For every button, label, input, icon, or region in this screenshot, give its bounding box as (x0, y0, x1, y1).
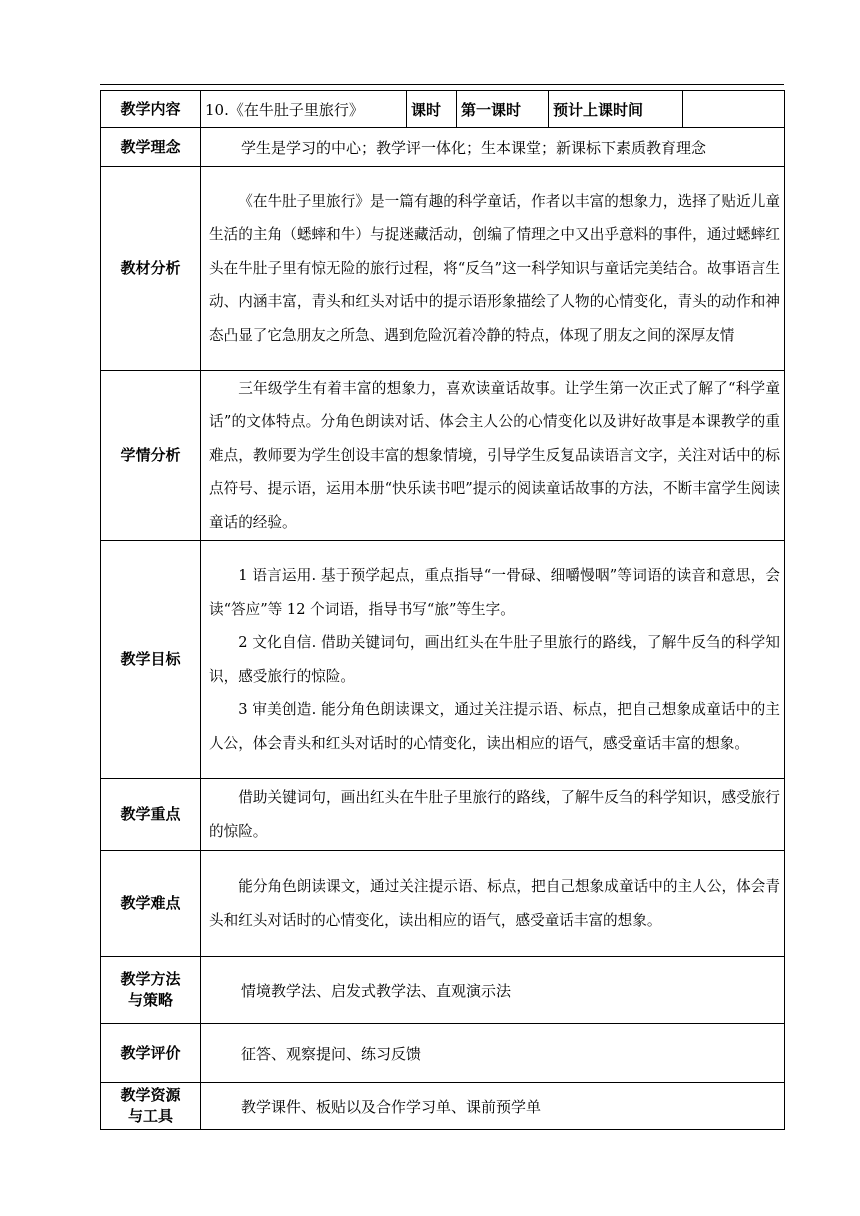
goal-item-1: 1 语言运用. 基于预学起点，重点指导“一骨碌、细嚼慢咽”等词语的读音和意思，会读“答应”等 12 个词语，指导书写“旅”等生字。 (209, 567, 780, 618)
lesson-title: 10.《在牛肚子里旅行》 (201, 91, 407, 128)
students-text: 三年级学生有着丰富的想象力，喜欢读童话故事。让学生第一次正式了解了“科学童话”的文体特点。分角色朗读对话、体会主人公的心情变化以及讲好故事是本课教学的重难点，教师要为学生创设丰富的想象情境，引导学生反复品读语言文字，关注对话中的标点符号、提示语，运用本册“快乐读书吧”提示的阅读童话故事的方法，不断丰富学生阅读童话的经验。 (209, 379, 780, 531)
material-text: 《在牛肚子里旅行》是一篇有趣的科学童话，作者以丰富的想象力，选择了贴近儿童生活的主角（蟋蟀和牛）与捉迷藏活动，创编了情理之中又出乎意料的事件，通过蟋蟀红头在牛肚子里有惊无险的旅行过程，将“反刍”这一科学知识与童话完美结合。故事语言生动、内涵丰富，青头和红头对话中的提示语形象描绘了人物的心情变化，青头的动作和神态凸显了它急朋友之所急、遇到危险沉着冷静的特点，体现了朋友之间的深厚友情 (209, 192, 780, 344)
label-students: 学情分析 (101, 371, 201, 541)
concept-text: 学生是学习的中心；教学评一体化；生本课堂；新课标下素质教育理念 (201, 128, 785, 167)
students-cell (201, 371, 785, 541)
top-rule (100, 84, 784, 85)
label-methods-line1: 教学方法 (120, 970, 181, 988)
label-goals: 教学目标 (101, 541, 201, 779)
label-content: 教学内容 (101, 91, 201, 128)
label-methods (101, 957, 201, 1024)
table-row (101, 1083, 785, 1130)
goal-item-3: 3 审美创造. 能分角色朗读课文，通过关注提示语、标点，把自己想象成童话中的主人公，体会青头和红头对话时的心情变化，读出相应的语气，感受童话丰富的想象。 (209, 701, 780, 752)
table-row (101, 91, 785, 128)
table-row (101, 167, 785, 371)
key-points-cell (201, 779, 785, 851)
label-schedule: 预计上课时间 (549, 91, 683, 128)
material-cell (201, 167, 785, 371)
table-row (101, 957, 785, 1024)
label-period: 课时 (407, 91, 457, 128)
label-resources-line1: 教学资源 (120, 1086, 181, 1104)
goal-item-2: 2 文化自信. 借助关键词句，画出红头在牛肚子里旅行的路线，了解牛反刍的科学知识，感受旅行的惊险。 (209, 634, 780, 685)
table-row (101, 1024, 785, 1083)
label-difficulties: 教学难点 (101, 851, 201, 957)
table-row (101, 541, 785, 779)
table-row (101, 371, 785, 541)
label-resources-line2: 与工具 (127, 1107, 173, 1125)
difficulties-text: 能分角色朗读课文，通过关注提示语、标点，把自己想象成童话中的主人公，体会青头和红头对话时的心情变化，读出相应的语气，感受童话丰富的想象。 (209, 878, 780, 929)
label-evaluation: 教学评价 (101, 1024, 201, 1083)
label-concept: 教学理念 (101, 128, 201, 167)
table-row (101, 128, 785, 167)
table-row (101, 779, 785, 851)
period-value: 第一课时 (457, 91, 549, 128)
label-material: 教材分析 (101, 167, 201, 371)
label-methods-line2: 与策略 (127, 991, 173, 1009)
lesson-plan-table (100, 90, 785, 1130)
table-row (101, 851, 785, 957)
schedule-value[interactable] (683, 91, 785, 128)
key-points-text: 借助关键词句，画出红头在牛肚子里旅行的路线，了解牛反刍的科学知识，感受旅行的惊险。 (209, 789, 780, 840)
difficulties-cell (201, 851, 785, 957)
label-key-points: 教学重点 (101, 779, 201, 851)
resources-text: 教学课件、板贴以及合作学习单、课前预学单 (201, 1083, 785, 1130)
label-resources (101, 1083, 201, 1130)
methods-text: 情境教学法、启发式教学法、直观演示法 (201, 957, 785, 1024)
goals-cell (201, 541, 785, 779)
evaluation-text: 征答、观察提问、练习反馈 (201, 1024, 785, 1083)
